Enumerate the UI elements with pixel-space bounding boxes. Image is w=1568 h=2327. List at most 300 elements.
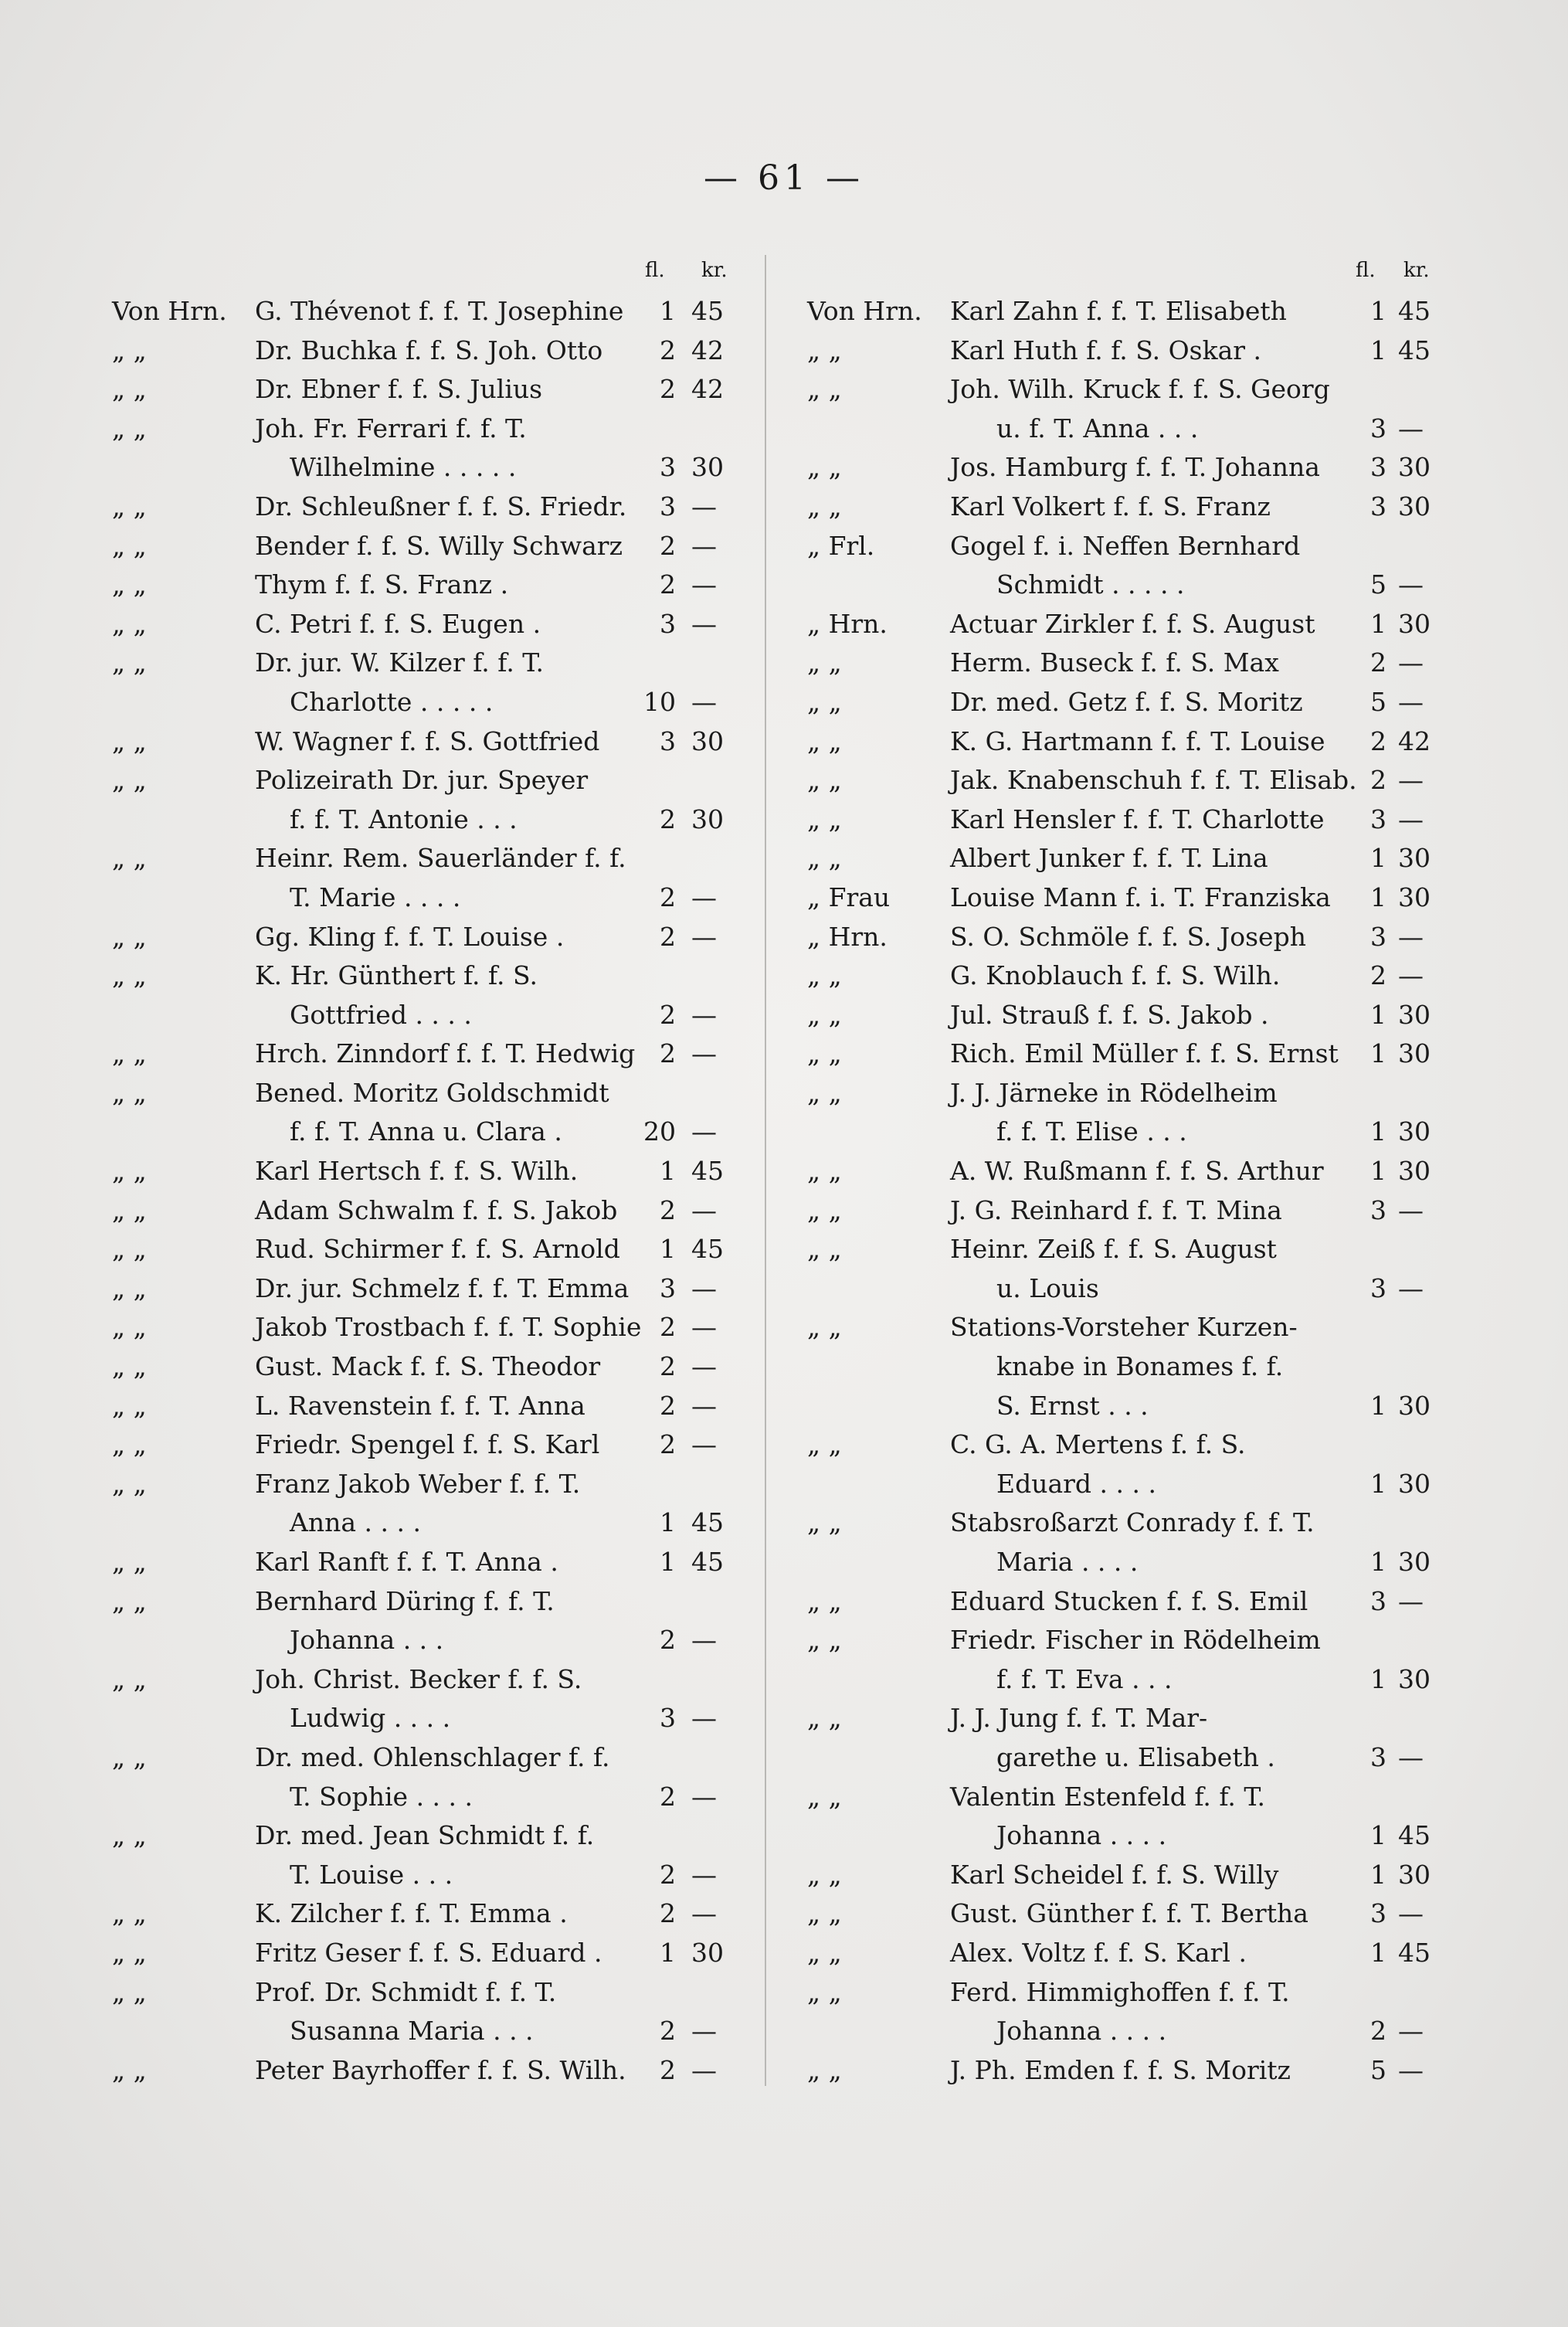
entry-kreuzer: — [691,1272,717,1303]
entry-kreuzer: — [691,608,717,639]
entry-prefix: „ „ [807,1194,842,1225]
entry-prefix: „ Frl. [807,530,875,561]
entry-prefix: „ „ [807,374,842,405]
entry-florin: 2 [660,1351,676,1382]
entry-prefix: „ „ [807,1937,842,1968]
entry-florin: 3 [1370,803,1386,834]
entry-kreuzer: — [691,1312,717,1343]
donation-entry [807,1112,1464,1151]
donation-entry [807,838,1464,878]
entry-florin: 5 [1370,2054,1386,2085]
entry-description: Joh. Wilh. Kruck f. f. S. Georg [950,374,1330,405]
entry-description: Gust. Günther f. f. T. Bertha [950,1898,1308,1929]
entry-description: Fritz Geser f. f. S. Eduard . [255,1937,602,1968]
donation-entry [112,722,769,761]
entry-description: Alex. Voltz f. f. S. Karl . [950,1937,1247,1968]
entry-florin: 1 [660,1507,676,1538]
entry-description: f. f. T. Antonie . . . [290,803,518,834]
entry-prefix: „ „ [112,843,147,874]
entry-description: Albert Junker f. f. T. Lina [950,843,1268,874]
entry-description: Hrch. Zinndorf f. f. T. Hedwig [255,1038,636,1069]
entry-florin: 3 [660,491,676,521]
entry-description: J. Ph. Emden f. f. S. Moritz [950,2054,1291,2085]
entry-florin: 1 [1370,1156,1386,1187]
donation-entry [807,760,1464,800]
entry-description: Bernhard Düring f. f. T. [255,1585,555,1616]
entry-description: Ludwig . . . . [290,1703,451,1734]
donation-entry [112,1464,769,1503]
entry-kreuzer: — [1398,413,1424,443]
entry-description: Dr. jur. Schmelz f. f. T. Emma [255,1272,630,1303]
entry-florin: 2 [660,530,676,561]
donation-entry [807,369,1464,409]
entry-florin: 2 [1370,647,1386,678]
donation-entry [807,800,1464,839]
entry-description: garethe u. Elisabeth . [996,1741,1275,1772]
donation-entry [807,1894,1464,1933]
entry-prefix: „ „ [807,1703,842,1734]
donation-entry [112,1894,769,1933]
entry-prefix: „ „ [112,335,147,365]
entry-kreuzer: — [691,686,717,717]
entry-kreuzer: — [691,1429,717,1460]
entry-kreuzer: — [691,1703,717,1734]
entry-florin: 3 [1370,413,1386,443]
donation-entry [807,1191,1464,1230]
donation-entry [807,487,1464,526]
entry-florin: 1 [1370,1859,1386,1890]
entry-description: Gg. Kling f. f. T. Louise . [255,921,565,952]
donation-entry [807,878,1464,917]
entry-prefix: „ „ [112,2054,147,2085]
entry-prefix: „ „ [112,1390,147,1421]
entry-description: Friedr. Fischer in Rödelheim [950,1625,1321,1656]
entry-florin: 3 [1370,452,1386,483]
entry-kreuzer: — [691,999,717,1030]
entry-description: K. G. Hartmann f. f. T. Louise [950,725,1325,756]
donation-entry [112,1112,769,1151]
entry-kreuzer: 30 [1398,1663,1431,1694]
left-entry-list [112,291,769,2089]
entry-florin: 2 [660,999,676,1030]
entry-prefix: „ „ [807,765,842,796]
donation-entry [112,291,769,331]
donation-entry [112,331,769,370]
entry-description: Gust. Mack f. f. S. Theodor [255,1351,601,1382]
donation-entry [112,1972,769,2012]
entry-florin: 2 [660,921,676,952]
donation-entry [807,1034,1464,1073]
entry-kreuzer: — [691,2016,717,2047]
fl-header: fl. [645,259,665,282]
entry-prefix: „ „ [807,1312,842,1343]
entry-florin: 2 [660,569,676,600]
entry-florin: 2 [660,1625,676,1656]
entry-kreuzer: 30 [1398,1390,1431,1421]
donation-entry [807,291,1464,331]
entry-prefix: „ „ [807,960,842,991]
donation-entry [807,682,1464,722]
donation-entry [112,1659,769,1699]
entry-description: Eduard . . . . [996,1468,1156,1499]
entry-florin: 1 [660,1937,676,1968]
entry-description: Dr. med. Jean Schmidt f. f. [255,1820,595,1851]
entry-prefix: „ „ [112,374,147,405]
entry-kreuzer: 30 [691,725,724,756]
donation-entry [112,1542,769,1581]
entry-kreuzer: 30 [1398,1859,1431,1890]
entry-kreuzer: — [1398,1585,1424,1616]
entry-florin: 3 [1370,1194,1386,1225]
entry-prefix: „ Hrn. [807,608,888,639]
entry-florin: 3 [660,1703,676,1734]
entry-kreuzer: 30 [691,1937,724,1968]
entry-florin: 1 [1370,1547,1386,1577]
entry-florin: 5 [1370,686,1386,717]
entry-prefix: „ „ [807,1156,842,1187]
donation-entry [807,1816,1464,1855]
entry-kreuzer: — [691,491,717,521]
entry-florin: 2 [660,1312,676,1343]
entry-florin: 2 [1370,2016,1386,2047]
entry-prefix: „ „ [807,1781,842,1812]
entry-prefix: „ „ [807,452,842,483]
entry-prefix: „ „ [807,1234,842,1265]
entry-kreuzer: 30 [1398,1547,1431,1577]
donation-entry [807,1503,1464,1542]
entry-florin: 2 [660,2016,676,2047]
donation-entry [807,1738,1464,1777]
entry-description: Karl Huth f. f. S. Oskar . [950,335,1262,365]
entry-prefix: „ „ [112,1741,147,1772]
entry-florin: 3 [1370,491,1386,521]
entry-kreuzer: — [1398,1741,1424,1772]
donation-entry [112,565,769,604]
entry-florin: 2 [660,1429,676,1460]
entry-kreuzer: 45 [1398,1937,1431,1968]
donation-entry [112,1503,769,1542]
entry-florin: 2 [660,803,676,834]
entry-prefix: „ „ [112,1234,147,1265]
donation-entry [112,526,769,566]
entry-prefix: „ „ [112,1663,147,1694]
entry-prefix: „ „ [807,1038,842,1069]
entry-prefix: „ „ [112,765,147,796]
entry-prefix: Von Hrn. [807,296,922,326]
donation-entry [112,1229,769,1269]
donation-entry [807,1972,1464,2012]
entry-prefix: „ „ [112,1976,147,2007]
entry-prefix: „ Hrn. [807,921,888,952]
entry-florin: 10 [643,686,676,717]
entry-prefix: „ „ [112,530,147,561]
entry-prefix: „ „ [807,491,842,521]
entry-florin: 1 [660,1547,676,1577]
entry-kreuzer: 30 [1398,1156,1431,1187]
donation-entry [112,1855,769,1894]
donation-entry [112,1347,769,1386]
entry-kreuzer: 42 [1398,725,1431,756]
entry-prefix: „ „ [112,647,147,678]
donation-entry [112,917,769,956]
donation-entry [807,956,1464,995]
donation-entry [807,643,1464,682]
entry-florin: 1 [1370,1038,1386,1069]
donation-entry [807,995,1464,1034]
entry-prefix: „ „ [807,725,842,756]
entry-florin: 1 [660,1234,676,1265]
donation-entry [807,1659,1464,1699]
entry-florin: 3 [660,608,676,639]
donation-entry [807,1269,1464,1308]
entry-description: T. Sophie . . . . [290,1781,473,1812]
entry-description: knabe in Bonames f. f. [996,1351,1284,1382]
donation-entry [807,1933,1464,1972]
entry-description: Stations-Vorsteher Kurzen- [950,1312,1298,1343]
entry-description: Franz Jakob Weber f. f. T. [255,1468,581,1499]
entry-prefix: „ „ [807,335,842,365]
entry-florin: 2 [660,2054,676,2085]
entry-description: Friedr. Spengel f. f. S. Karl [255,1429,600,1460]
entry-kreuzer: — [691,882,717,912]
entry-florin: 1 [660,1156,676,1187]
donation-entry [112,1151,769,1191]
entry-kreuzer: 45 [1398,1820,1431,1851]
donation-entry [112,682,769,722]
entry-kreuzer: — [1398,1272,1424,1303]
entry-description: Karl Volkert f. f. S. Franz [950,491,1271,521]
entry-description: L. Ravenstein f. f. T. Anna [255,1390,585,1421]
donation-entry [807,1386,1464,1425]
entry-florin: 1 [1370,1820,1386,1851]
entry-description: G. Knoblauch f. f. S. Wilh. [950,960,1281,991]
entry-kreuzer: — [1398,2054,1424,2085]
entry-kreuzer: — [691,1859,717,1890]
entry-description: Johanna . . . . [996,2016,1167,2047]
entry-kreuzer: 30 [1398,608,1431,639]
entry-prefix: „ „ [807,1077,842,1108]
donation-entry [112,1073,769,1113]
entry-kreuzer: 30 [1398,1468,1431,1499]
entry-description: Stabsroßarzt Conrady f. f. T. [950,1507,1315,1538]
donation-entry [807,565,1464,604]
entry-kreuzer: 45 [691,1156,724,1187]
entry-prefix: „ „ [807,1859,842,1890]
entry-description: Dr. med. Ohlenschlager f. f. [255,1741,610,1772]
entry-florin: 2 [660,882,676,912]
entry-kreuzer: 30 [1398,843,1431,874]
left-column-header [112,251,769,291]
donation-entry [112,1738,769,1777]
donation-entry [112,409,769,448]
entry-description: J. J. Järneke in Rödelheim [950,1077,1278,1108]
donation-entry [112,800,769,839]
entry-prefix: „ „ [112,491,147,521]
entry-prefix: „ „ [112,1547,147,1577]
entry-kreuzer: — [691,530,717,561]
entry-florin: 2 [660,1781,676,1812]
entry-florin: 3 [1370,921,1386,952]
entry-kreuzer: — [691,2054,717,2085]
entry-prefix: „ „ [807,1507,842,1538]
entry-prefix: „ Frau [807,882,891,912]
donation-entry [807,2011,1464,2050]
entry-florin: 2 [660,374,676,405]
entry-florin: 1 [1370,1937,1386,1968]
entry-prefix: „ „ [112,1077,147,1108]
entry-kreuzer: 30 [1398,1038,1431,1069]
entry-description: Karl Ranft f. f. T. Anna . [255,1547,558,1577]
donation-entry [112,1386,769,1425]
entry-kreuzer: — [691,1781,717,1812]
entry-description: Heinr. Zeiß f. f. S. August [950,1234,1277,1265]
entry-florin: 1 [1370,882,1386,912]
entry-florin: 2 [660,1038,676,1069]
entry-kreuzer: 45 [691,1507,724,1538]
donation-entry [807,1855,1464,1894]
entry-florin: 2 [1370,960,1386,991]
donation-entry [807,331,1464,370]
entry-description: Rud. Schirmer f. f. S. Arnold [255,1234,620,1265]
entry-kreuzer: 30 [1398,491,1431,521]
entry-kreuzer: 45 [691,1234,724,1265]
entry-description: Prof. Dr. Schmidt f. f. T. [255,1976,557,2007]
entry-description: Susanna Maria . . . [290,2016,534,2047]
entry-prefix: „ „ [112,1351,147,1382]
entry-prefix: „ „ [807,2054,842,2085]
entry-description: C. G. A. Mertens f. f. S. [950,1429,1246,1460]
entry-kreuzer: — [691,1351,717,1382]
donation-entry [112,2050,769,2090]
entry-kreuzer: — [1398,686,1424,717]
entry-kreuzer: — [691,1194,717,1225]
donation-entry [112,1581,769,1621]
entry-description: Jak. Knabenschuh f. f. T. Elisab. [950,765,1357,796]
entry-prefix: „ „ [112,1194,147,1225]
entry-description: Ferd. Himmighoffen f. f. T. [950,1976,1290,2007]
entry-description: C. Petri f. f. S. Eugen . [255,608,541,639]
donation-entry [112,1816,769,1855]
donation-entry [112,760,769,800]
entry-description: K. Hr. Günthert f. f. S. [255,960,538,991]
entry-kreuzer: 45 [1398,296,1431,326]
entry-description: Valentin Estenfeld f. f. T. [950,1781,1266,1812]
entry-kreuzer: 30 [691,452,724,483]
entry-florin: 3 [1370,1741,1386,1772]
entry-florin: 20 [643,1116,676,1147]
donation-entry [807,722,1464,761]
entry-florin: 2 [660,1859,676,1890]
entry-description: Gottfried . . . . [290,999,472,1030]
entry-description: W. Wagner f. f. S. Gottfried [255,725,600,756]
entry-prefix: „ „ [112,1820,147,1851]
entry-description: Karl Scheidel f. f. S. Willy [950,1859,1279,1890]
entry-kreuzer: — [1398,765,1424,796]
entry-kreuzer: — [1398,1194,1424,1225]
entry-description: Bender f. f. S. Willy Schwarz [255,530,623,561]
entry-kreuzer: — [691,1390,717,1421]
entry-kreuzer: — [691,1116,717,1147]
entry-florin: 1 [1370,335,1386,365]
entry-florin: 3 [1370,1898,1386,1929]
entry-description: Actuar Zirkler f. f. S. August [950,608,1315,639]
kr-header: kr. [1403,259,1430,282]
entry-prefix: „ „ [112,1429,147,1460]
entry-description: Wilhelmine . . . . . [290,452,517,483]
entry-kreuzer: 42 [691,374,724,405]
entry-prefix: „ „ [112,1468,147,1499]
donation-entry [112,487,769,526]
entry-prefix: „ „ [807,647,842,678]
entry-kreuzer: — [1398,569,1424,600]
entry-kreuzer: — [1398,803,1424,834]
donation-entry [112,995,769,1034]
donation-entry [112,1307,769,1347]
entry-kreuzer: 45 [1398,335,1431,365]
page-number: — 61 — [704,158,864,198]
entry-prefix: „ „ [807,843,842,874]
entry-florin: 2 [1370,765,1386,796]
entry-description: Jul. Strauß f. f. S. Jakob . [950,999,1269,1030]
entry-florin: 2 [660,335,676,365]
entry-prefix: „ „ [807,1898,842,1929]
entry-description: Dr. Schleußner f. f. S. Friedr. [255,491,627,521]
entry-description: Dr. Ebner f. f. S. Julius [255,374,543,405]
donation-entry [807,1581,1464,1621]
entry-florin: 2 [660,1898,676,1929]
entry-description: Karl Hertsch f. f. S. Wilh. [255,1156,579,1187]
entry-florin: 3 [1370,1272,1386,1303]
entry-prefix: „ „ [112,1585,147,1616]
entry-description: Polizeirath Dr. jur. Speyer [255,765,589,796]
donation-entry [807,1464,1464,1503]
donation-entry [807,1151,1464,1191]
entry-kreuzer: 45 [691,1547,724,1577]
donation-entry [112,643,769,682]
entry-prefix: „ „ [112,413,147,443]
entry-kreuzer: 30 [1398,1116,1431,1147]
entry-description: f. f. T. Anna u. Clara . [290,1116,562,1147]
entry-prefix: „ „ [807,1585,842,1616]
donation-entry [807,409,1464,448]
entry-description: Gogel f. i. Neffen Bernhard [950,530,1301,561]
right-entry-list [807,291,1464,2089]
donation-entry [807,2050,1464,2090]
entry-florin: 2 [660,1390,676,1421]
entry-prefix: „ „ [112,1898,147,1929]
donation-entry [112,2011,769,2050]
entry-prefix: Von Hrn. [112,296,227,326]
entry-description: Anna . . . . [290,1507,421,1538]
right-column [807,251,1464,2089]
fl-header: fl. [1356,259,1376,282]
entry-description: G. Thévenot f. f. T. Josephine [255,296,624,326]
entry-kreuzer: — [1398,921,1424,952]
entry-description: Thym f. f. S. Franz . [255,569,509,600]
entry-prefix: „ „ [112,1272,147,1303]
entry-kreuzer: — [1398,647,1424,678]
donation-entry [112,604,769,644]
entry-description: Heinr. Rem. Sauerländer f. f. [255,843,626,874]
entry-prefix: „ „ [112,1937,147,1968]
entry-florin: 3 [660,452,676,483]
donation-entry [807,1229,1464,1269]
entry-prefix: „ „ [807,1976,842,2007]
entry-florin: 3 [1370,1585,1386,1616]
entry-kreuzer: — [691,1625,717,1656]
donation-entry [112,447,769,487]
entry-description: f. f. T. Elise . . . [996,1116,1187,1147]
